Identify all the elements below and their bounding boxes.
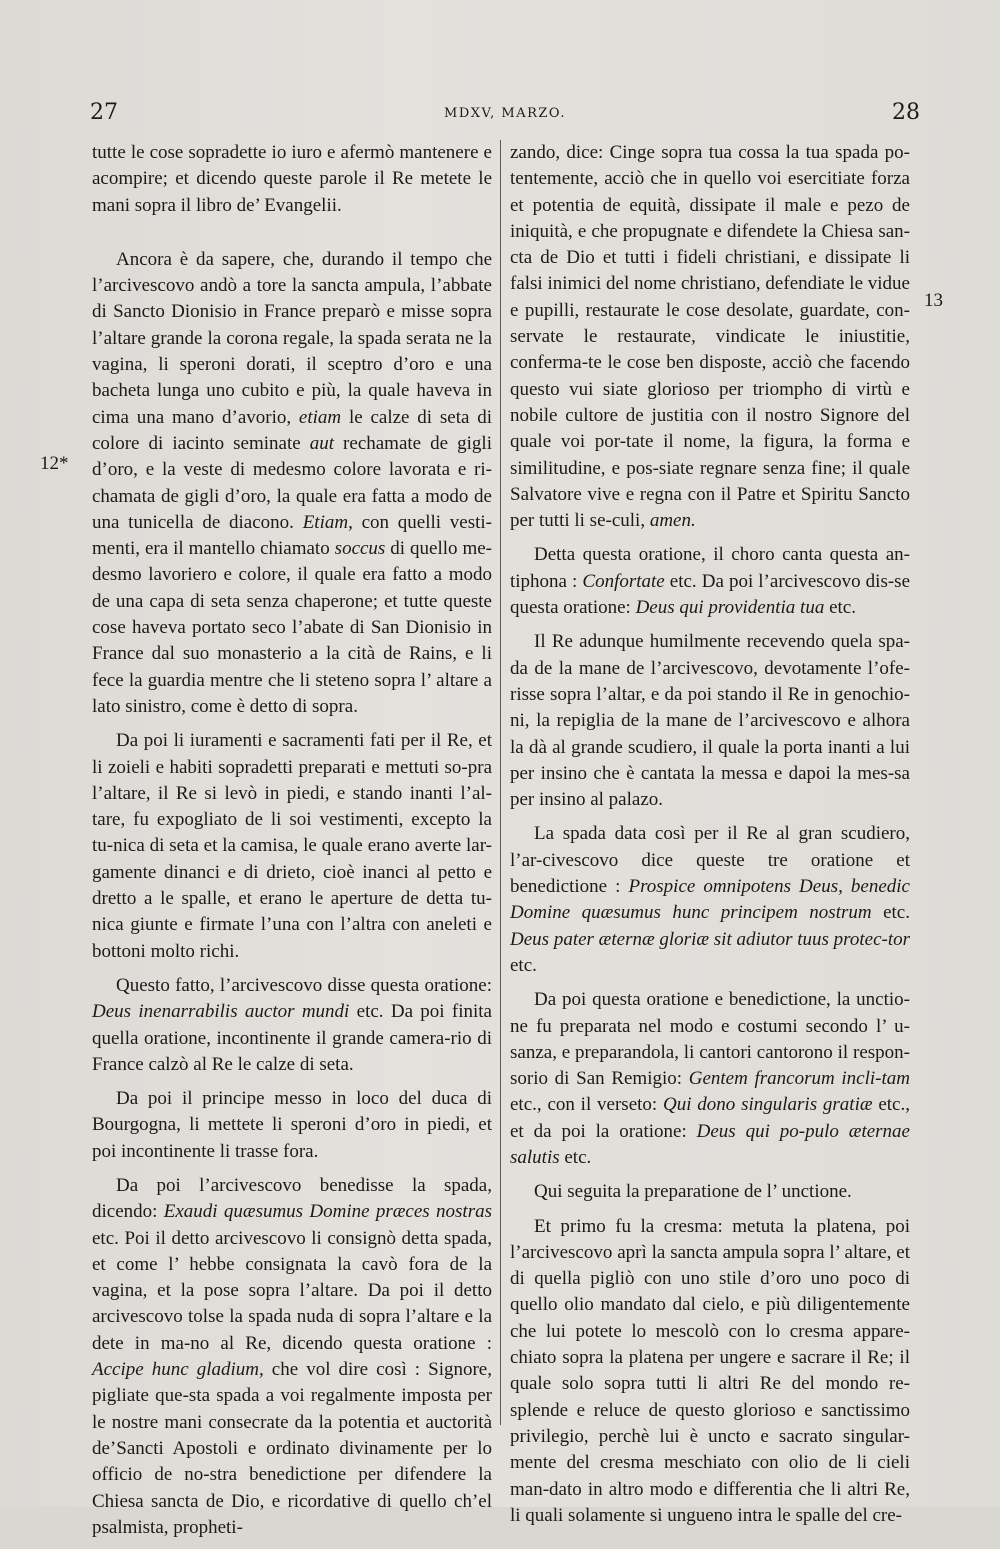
paragraph: Detta questa oratione, il choro canta questa an-tiphona : Confortate etc. Da poi l’arcivescovo dis-se questa oratione: Deus qui providentia tua etc. — [510, 544, 910, 619]
right-column — [510, 140, 910, 1537]
margin-marker-right: 13 — [924, 290, 943, 311]
paragraph: Il Re adunque humilmente recevendo quela spa-da de la mane de l’arcivescovo, devotamente l’ofe-risse sopra l’altar, e da poi stando il Re in genochio-ni, la repiglia de la mane de l’arcivescovo e alhora la dà al grande scudiero, il quale la porta inanti a lui per insino che è cantata la messa e dapoi la mes-sa per insino al palazo. — [510, 631, 910, 811]
page-number-right: 28 — [892, 100, 920, 125]
paragraph: La spada data così per il Re al gran scudiero, l’ar-civescovo dice queste tre oratione et benedictione : Prospice omnipotens Deus, benedic Domine quæsumus hunc principem nostrum etc. Deus pater æternæ gloriæ sit adiutor tuus protec-tor etc. — [510, 823, 910, 976]
paragraph: Da poi questa oratione e benedictione, la unctio-ne fu preparata nel modo e costumi secondo l’ u-sanza, e preparandola, li cantori cantorono il respon-sorio di San Remigio: Gentem francorum incli-tam etc., con il verseto: Qui dono singularis gratiæ etc., et da poi la oratione: Deus qui po-pulo æternae salutis etc. — [510, 989, 911, 1168]
paragraph: Et primo fu la cresma: metuta la platena, poi l’arcivescovo aprì la sancta ampula sopra l’ altare, et di quella pigliò con uno stile d’oro uno poco di quello olio mandato dal cielo, e più diligentemente che lui potete lo mescolò con lo cresma appare-chiato sopra la platena per ungere e sacrare il Re; il quale solo sopra tutti li altri Re del mondo re-splende e reluce de questo glorioso e sanctissimo privilegio, perchè lui è uncto e sacrato singular-mente del cresma meschiato con olio de li cieli man-dato in altro modo e differentia che li altri Re, li quali solamente si ungueno intra le spalle del cre- — [510, 1215, 910, 1526]
running-title: MDXV, MARZO. — [444, 106, 566, 121]
paragraph: Ancora è da sapere, che, durando il tempo che l’arcivescovo andò a tore la sancta ampula, l’abbate di Sancto Dionisio in France preparò e misse sopra l’altare grande la corona regale, la spada serata ne la vagina, li speroni dorati, il sceptro d’oro e una bacheta lunga uno cubito e più, la quale haveva in cima una mano d’avorio, etiam le calze di seta di colore di iacinto seminate aut rechamate de gigli d’oro, e la veste di medesmo colore lavorata e ri-chamata de gigli d’oro, la quale era fatta a modo de una tunicella de diacono. Etiam, con quelli vesti-menti, era il mantello chiamato soccus di quello me-desmo lavoriero e colore, il quale era fatto a modo de una capa di seta senza chaperone; et tutte queste cose haveva portato seco l’abate di San Dionisio in France dal suo monasterio a la cità de Rains, e li fece la guardia mentre che li steteno sopra l’ altare a lato sinistro, come è detto di sopra. — [92, 248, 493, 717]
margin-marker-left: 12* — [40, 453, 69, 474]
page-number-left: 27 — [90, 100, 118, 125]
paragraph: tutte le cose sopradette io iuro e afermò mantenere e acompire; et dicendo queste parole il Re metete le mani sopra il libro de’ Evangelii. — [92, 142, 492, 216]
paragraph: Da poi il principe messo in loco del duca di Bourgogna, li mettete li speroni d’oro in piedi, et poi incontinente li trasse fora. — [92, 1088, 492, 1162]
column-divider — [500, 140, 501, 1425]
left-column — [92, 140, 492, 1549]
paragraph: zando, dice: Cinge sopra tua cossa la tua spada po-tentemente, acciò che in quello voi esercitiate forza et potentia de equità, dissipate il male e pezo de iniquità, e che propugnate e difendete la Chiesa san-cta de Dio et tutti i fideli christiani, e dissipate li falsi inimici del nome christiano, defendiate le vidue e pupilli, restaurate le cose desolate, guardate, con-servate le restaurate, vindicate le iniustitie, conferma-te le cose ben disposte, acciò che facendo questo vui siate glorioso per triompho di virtù e nobile cultore de justitia con il nostro Signore del quale voi por-tate il nome, la figura, la forma e similitudine, e pos-siate regnare senza fine; il quale Salvatore vive e regna con il Patre et Spiritu Sancto per tutti li se-culi, amen. — [510, 142, 910, 532]
paragraph: Da poi li iuramenti e sacramenti fati per il Re, et li zoieli e habiti sopradetti preparati e mettuti so-pra l’altare, il Re si levò in piedi, e stando inanti l’al-tare, fu expogliato de li soi vestimenti, excepto la tu-nica di seta et la camisa, le quale erano averte lar-gamente dinanci e di drieto, cioè inanci al petto e dretto a le spalle, et erano le aperture de detta tu-nica giunte e firmate l’una con l’altra con aneleti e bottoni molto richi. — [92, 730, 492, 962]
paragraph: Da poi l’arcivescovo benedisse la spada, dicendo: Exaudi quæsumus Domine præces nostras etc. Poi il detto arcivescovo li consignò detta spada, et come l’ hebbe consignata la cavò fora de la vagina, et la pose sopra l’altare. Da poi il detto arcivescovo tolse la spada nuda di sopra l’altare e la dete in ma-no al Re, dicendo questa oratione : Accipe hunc gladium, che vol dire così : Signore, pigliate que-sta spada a voi regalmente imposta per le nostre mani consecrate da la potentia et auctorità de’Sancti Apostoli e ordinato divinamente per lo officio de no-stra benedictione per difendere la Chiesa sancta de Dio, e ricordative di quello ch’el psalmista, propheti- — [92, 1174, 492, 1538]
paragraph: Qui seguita la preparatione de l’ unctione. — [534, 1181, 852, 1203]
paragraph: Questo fatto, l’arcivescovo disse questa oratione: Deus inenarrabilis auctor mundi etc. Da poi finita quella oratione, incontinente il grande camera-rio di France calzò al Re le calze di seta. — [92, 974, 492, 1075]
page-header — [90, 98, 920, 138]
